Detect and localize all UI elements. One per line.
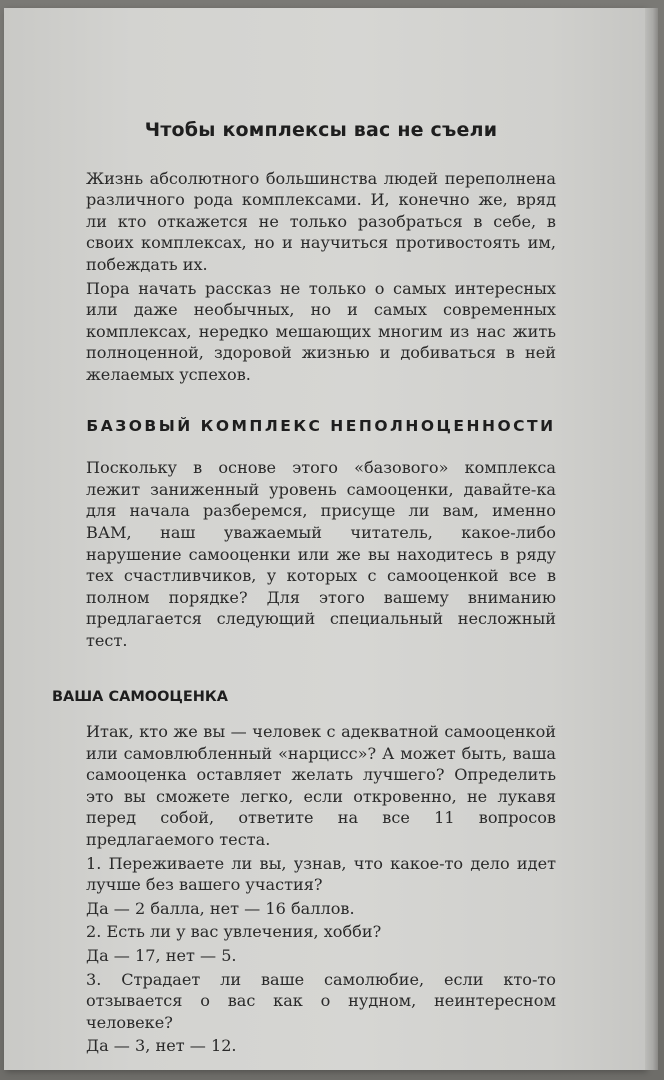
intro-paragraph-1: Жизнь абсолютного большинства людей переполнена различного рода комплексами. И, конечно же, вряд ли кто откажется не только разобраться в себе, в своих комплексах, но и научиться противостоять им, побеждать их. [86, 168, 556, 274]
page-text [52, 110, 556, 1059]
answer-1: Да — 2 балла, нет — 16 баллов. [86, 898, 355, 918]
section-paragraph: Поскольку в основе этого «базового» комплекса лежит заниженный уровень самооценки, давайте-ка для начала разберемся, присуще ли вам, именно ВАМ, наш уважаемый читатель, какое-либо нарушение самооценки или же вы находитесь в ряду тех счастливчиков, у которых с самооценкой все в полном порядке? Для этого вашему вниманию предлагается следующий специальный несложный тест. [86, 458, 556, 650]
question-3: 3. Страдает ли ваше самолюбие, если кто-то отзывается о вас как о нудном, неинтересном человеке? [86, 969, 556, 1032]
page-stack-edge [645, 8, 658, 1070]
section-heading: БАЗОВЫЙ КОМПЛЕКС НЕПОЛНОЦЕННОСТИ [86, 416, 556, 435]
intro-paragraph-2: Пора начать рассказ не только о самых интересных или даже необычных, но и самых современных комплексах, нередко мешающих многим из нас жить полноценной, здоровой жизнью и добиваться в ней желаемых успехов. [86, 278, 556, 384]
question-2: 2. Есть ли у вас увлечения, хобби? [86, 922, 382, 942]
answer-2: Да — 17, нет — 5. [86, 946, 237, 965]
test-intro-paragraph: Итак, кто же вы — человек с адекватной самооценкой или самовлюбленный «нарцисс»? А может быть, ваша самооценка оставляет желать лучшего? Определить это вы сможете легко, если откровенно, не лукавя перед собой, ответите на все 11 вопросов предлагаемого теста. [86, 722, 556, 850]
chapter-title: Чтобы комплексы вас не съели [144, 119, 498, 141]
question-1: 1. Переживаете ли вы, узнав, что какое-то дело идет лучше без вашего участия? [86, 853, 556, 895]
sub-heading: ВАША САМООЦЕНКА [52, 689, 228, 706]
answer-3: Да — 3, нет — 12. [86, 1036, 237, 1056]
